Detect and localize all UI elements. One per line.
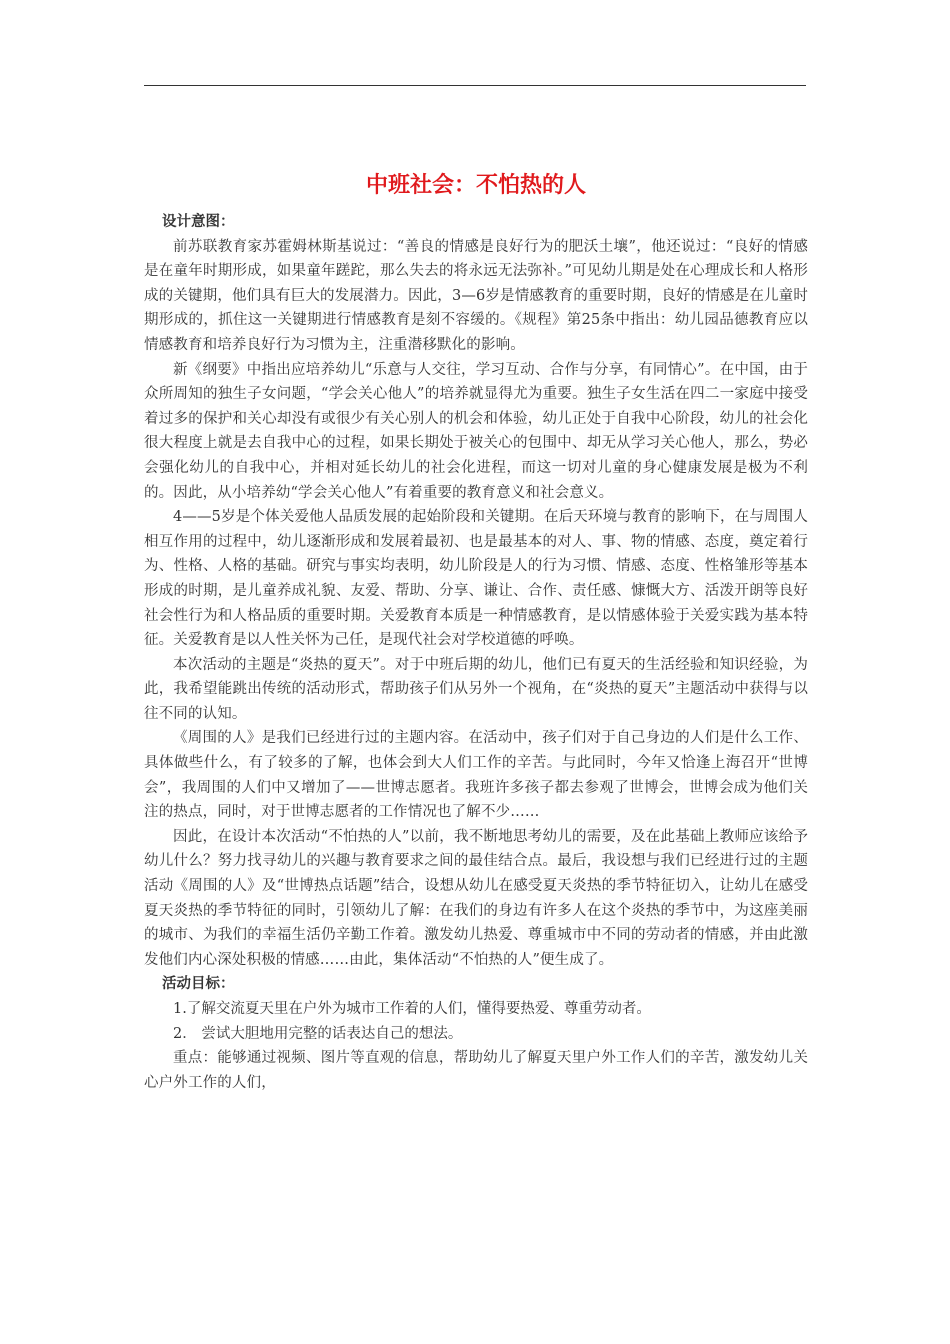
goal-item: 1.了解交流夏天里在户外为城市工作着的人们，懂得要热爱、尊重劳动者。 (173, 1001, 651, 1017)
paragraph: 前苏联教育家苏霍姆林斯基说过：“善良的情感是良好行为的肥沃土壤”，他还说过：“良好的情感是在童年时期形成，如果童年蹉跎，那么失去的将永远无法弥补。”可见幼儿期是处在心理成长和人格形成的关键期，他们具有巨大的发展潜力。因此，3—6岁是情感教育的重要时期，良好的情感是在儿童时期形成的，抓住这一关键期进行情感教育是刻不容缓的。《规程》第25条中指出：幼儿园品德教育应以情感教育和培养良好行为习惯为主，注重潜移默化的影响。 (144, 238, 808, 353)
paragraph: 4——5岁是个体关爱他人品质发展的起始阶段和关键期。在后天环境与教育的影响下，在与周围人相互作用的过程中，幼儿逐渐形成和发展着最初、也是最基本的对人、事、物的情感、态度，奠定着行为、性格、人格的基础。研究与事实均表明，幼儿阶段是人的行为习惯、情感、态度、性格雏形等基本形成的时期，是儿童养成礼貌、友爱、帮助、分享、谦让、合作、责任感、慷慨大方、活泼开朗等良好社会性行为和人格品质的重要时期。关爱教育本质是一种情感教育，是以情感体验于关爱实践为基本特征。关爱教育是以人性关怀为己任，是现代社会对学校道德的呼唤。 (144, 509, 808, 649)
document-title: 中班社会：不怕热的人 (365, 173, 586, 198)
goal-item: 2． 尝试大胆地用完整的话表达自己的想法。 (173, 1025, 463, 1042)
key-point-paragraph: 重点：能够通过视频、图片等直观的信息，帮助幼儿了解夏天里户外工作人们的辛苦，激发幼儿关心户外工作的人们， (144, 1050, 808, 1091)
paragraph: 因此，在设计本次活动“不怕热的人”以前，我不断地思考幼儿的需要，及在此基础上教师应该给予幼儿什么？努力找寻幼儿的兴趣与教育要求之间的最佳结合点。最后，我设想与我们已经进行过的主题活动《周围的人》及“世博热点话题”结合，设想从幼儿在感受夏天炎热的季节特征切入，让幼儿在感受夏天炎热的季节特征的同时，引领幼儿了解：在我们的身边有许多人在这个炎热的季节中，为这座美丽的城市、为我们的幸福生活仍辛勤工作着。激发幼儿热爱、尊重城市中不同的劳动者的情感，并由此激发他们内心深处积极的情感……由此，集体活动“不怕热的人”便生成了。 (144, 828, 808, 968)
header-rule (144, 85, 806, 86)
paragraph: 本次活动的主题是“炎热的夏天”。对于中班后期的幼儿，他们已有夏天的生活经验和知识经验，为此，我希望能跳出传统的活动形式，帮助孩子们从另外一个视角，在“炎热的夏天”主题活动中获得与以往不同的认知。 (144, 656, 808, 722)
activity-goals-heading: 活动目标： (162, 976, 235, 993)
paragraph: 新《纲要》中指出应培养幼儿“乐意与人交往，学习互动、合作与分享，有同情心”。在中国，由于众所周知的独生子女问题，“学会关心他人”的培养就显得尤为重要。独生子女生活在四二一家庭中接受着过多的保护和关心却没有或很少有关心别人的机会和体验，幼儿正处于自我中心阶段，幼儿的社会化很大程度上就是去自我中心的过程，如果长期处于被关心的包围中、却无从学习关心他人，那么，势必会强化幼儿的自我中心，并相对延长幼儿的社会化进程，而这一切对儿童的身心健康发展是极为不利的。因此，从小培养幼“学会关心他人”有着重要的教育意义和社会意义。 (144, 361, 808, 501)
paragraph: 《周围的人》是我们已经进行过的主题内容。在活动中，孩子们对于自己身边的人们是什么工作、具体做些什么，有了较多的了解，也体会到大人们工作的辛苦。与此同时，今年又恰逢上海召开“世博会”，我周围的人们中又增加了——世博志愿者。我班许多孩子都去参观了世博会，世博会成为他们关注的热点，同时，对于世博志愿者的工作情况也了解不少…… (144, 730, 808, 821)
design-intent-heading: 设计意图： (162, 214, 235, 230)
document-body (144, 170, 808, 1095)
